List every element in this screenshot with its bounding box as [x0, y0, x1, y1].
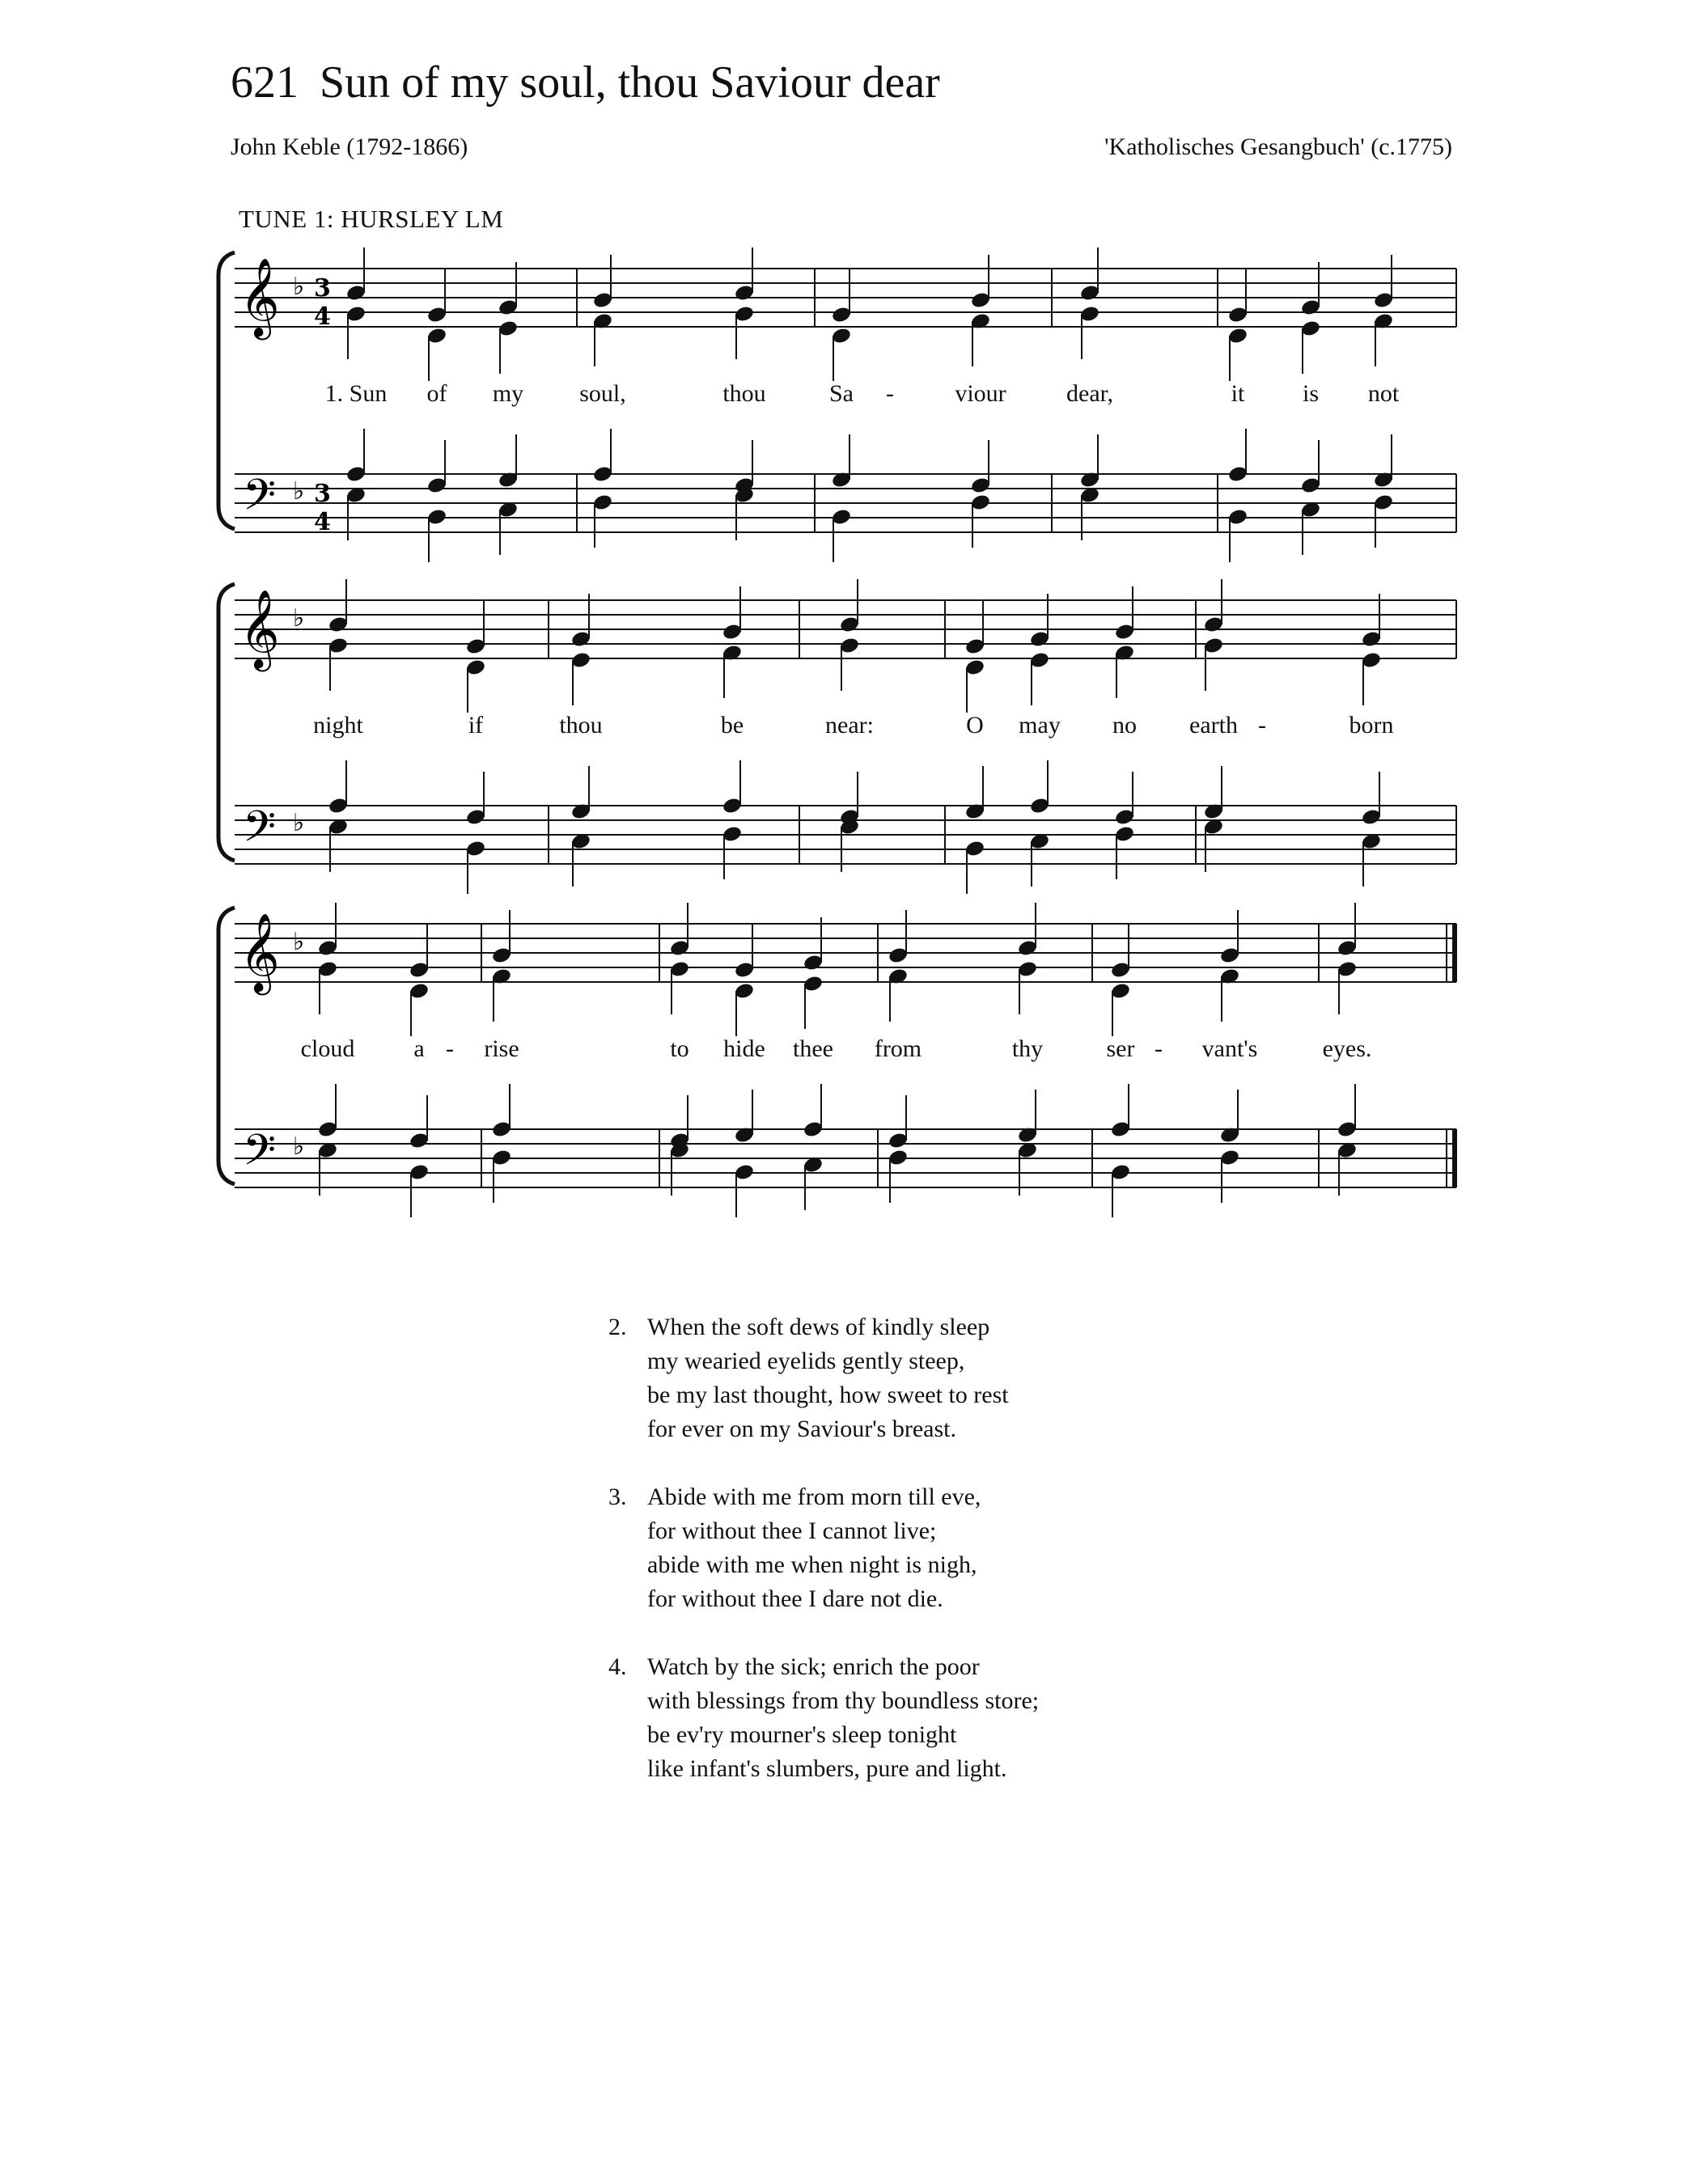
system-3 [218, 903, 1456, 1217]
lyric-syllable: my [492, 380, 524, 407]
lyric-syllable: earth [1189, 712, 1238, 739]
lyric-syllable: ser [1106, 1035, 1135, 1062]
system-2 [218, 579, 1456, 894]
verse-line: with blessings from thy boundless store; [647, 1687, 1040, 1714]
verse-number: 4. [608, 1653, 627, 1680]
flat-icon: ♭ [293, 477, 305, 506]
lyric-syllable: - [1258, 712, 1266, 739]
lyric-syllable: if [468, 712, 484, 739]
lyric-syllable: thy [1011, 1035, 1044, 1062]
treble-clef-icon: 𝄞 [239, 589, 280, 668]
time-sig-bottom: 4 [314, 508, 331, 536]
verse-line: for without thee I dare not die. [647, 1585, 943, 1612]
flat-icon: ♭ [293, 809, 305, 837]
time-sig-top: 3 [314, 480, 331, 508]
lyric-syllable: of [426, 380, 447, 407]
lyric-syllable: night [313, 712, 363, 739]
verse-2 [608, 1310, 1039, 1446]
system-brace [218, 908, 235, 1184]
hymn-title: Sun of my soul, thou Saviour dear [320, 57, 940, 108]
lyrics-system-2 [313, 712, 1393, 739]
lyric-syllable: dear, [1066, 380, 1113, 407]
lyric-syllable: be [720, 712, 744, 739]
tune-source-credit: 'Katholisches Gesangbuch' (c.1775) [1104, 133, 1452, 160]
lyric-syllable: 1. Sun [324, 380, 388, 407]
flat-icon: ♭ [293, 273, 305, 301]
verse-line: Abide with me from morn till eve, [647, 1484, 981, 1510]
time-sig-bottom: 4 [314, 303, 331, 331]
lyric-syllable: thee [793, 1035, 833, 1062]
lyric-syllable: a [413, 1035, 425, 1062]
time-sig-top: 3 [314, 274, 331, 303]
verse-line: When the soft dews of kindly sleep [647, 1314, 990, 1340]
verse-line: Watch by the sick; enrich the poor [647, 1653, 980, 1680]
lyrics-system-1 [325, 380, 1400, 407]
lyric-syllable: is [1302, 380, 1320, 407]
lyric-syllable: - [1155, 1035, 1163, 1062]
lyric-syllable: thou [559, 712, 603, 739]
verse-3 [608, 1480, 1039, 1616]
system-brace [218, 252, 235, 529]
hymn-number: 621 [231, 57, 299, 108]
bass-clef-icon: 𝄢 [243, 1126, 277, 1186]
flat-icon: ♭ [293, 604, 305, 633]
lyric-syllable: Sa [829, 380, 854, 407]
lyric-syllable: born [1349, 712, 1394, 739]
lyrics-system-3 [301, 1035, 1372, 1062]
verses [608, 1310, 1039, 1820]
lyric-syllable: not [1367, 380, 1400, 407]
lyric-syllable: soul, [579, 380, 626, 407]
bass-clef-icon: 𝄢 [243, 802, 277, 862]
lyric-syllable: rise [484, 1035, 519, 1062]
lyric-syllable: O [966, 712, 984, 739]
system-1 [218, 248, 1456, 562]
lyric-syllable: it [1231, 380, 1245, 407]
verse-line: be my last thought, how sweet to rest [647, 1382, 1009, 1408]
flat-icon: ♭ [293, 1132, 305, 1161]
system-brace [218, 584, 235, 861]
lyric-syllable: hide [723, 1035, 765, 1062]
lyric-syllable: no [1112, 712, 1137, 739]
lyric-syllable: from [874, 1035, 922, 1062]
verse-line: for without thee I cannot live; [647, 1517, 937, 1544]
lyric-syllable: cloud [300, 1035, 355, 1062]
tune-name: TUNE 1: HURSLEY LM [239, 205, 504, 233]
lyric-syllable: - [446, 1035, 454, 1062]
author-credit: John Keble (1792-1866) [231, 133, 468, 160]
verse-line: my wearied eyelids gently steep, [647, 1348, 965, 1374]
lyric-syllable: may [1019, 712, 1061, 739]
verse-line: like infant's slumbers, pure and light. [647, 1755, 1007, 1782]
verse-line: abide with me when night is nigh, [647, 1551, 977, 1578]
lyric-syllable: viour [955, 380, 1006, 407]
lyric-syllable: thou [722, 380, 766, 407]
lyric-syllable: - [886, 380, 894, 407]
flat-icon: ♭ [293, 928, 305, 956]
verse-4 [608, 1650, 1039, 1786]
treble-clef-icon: 𝄞 [239, 912, 280, 992]
verse-line: for ever on my Saviour's breast. [647, 1416, 956, 1442]
treble-clef-icon: 𝄞 [239, 257, 280, 336]
verse-number: 3. [608, 1484, 627, 1510]
lyric-syllable: eyes. [1322, 1035, 1372, 1062]
lyric-syllable: vant's [1201, 1035, 1258, 1062]
lyric-syllable: to [670, 1035, 689, 1062]
verse-line: be ev'ry mourner's sleep tonight [647, 1721, 957, 1748]
bass-clef-icon: 𝄢 [243, 471, 277, 531]
lyric-syllable: near: [825, 712, 874, 739]
verse-number: 2. [608, 1314, 627, 1340]
